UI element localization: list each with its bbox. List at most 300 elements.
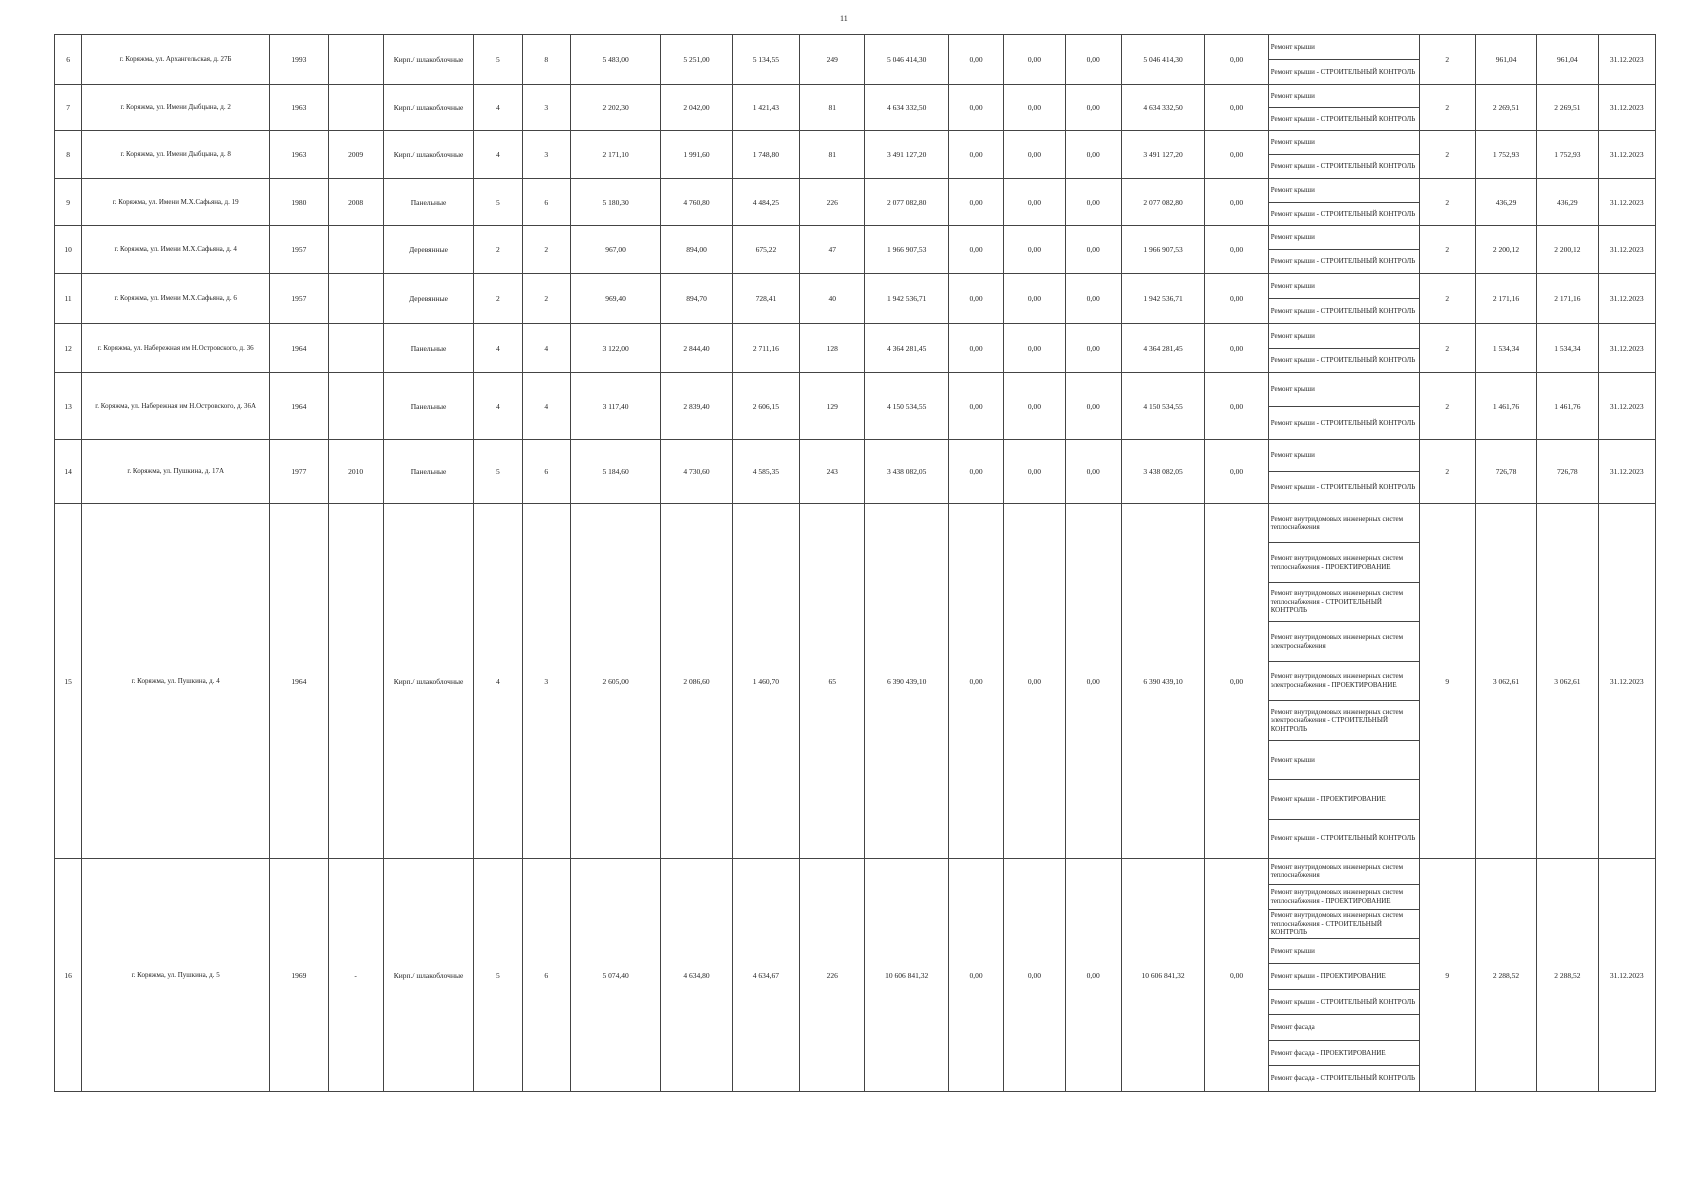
cell-year-renovated [328, 35, 383, 85]
cell-deadline: 31.12.2023 [1598, 179, 1655, 226]
work-item: Ремонт крыши [1269, 373, 1419, 407]
work-item: Ремонт крыши - СТРОИТЕЛЬНЫЙ КОНТРОЛЬ [1270, 257, 1416, 266]
cell-unit-cost: 1 461,76 [1475, 373, 1536, 440]
cell-deadline: 31.12.2023 [1598, 440, 1655, 504]
cell-area-residential: 1 421,43 [732, 85, 799, 131]
cell-works-count: 2 [1419, 324, 1475, 373]
work-item: Ремонт внутридомовых инженерных систем теплоснабжения - СТРОИТЕЛЬНЫЙ КОНТРОЛЬ [1269, 583, 1419, 622]
cell-area-residential: 2 606,15 [732, 373, 799, 440]
cell-year-built: 1969 [270, 859, 328, 1092]
cell-works-count: 2 [1419, 35, 1475, 85]
cell-area-residential: 4 585,35 [732, 440, 799, 504]
cell-fund-owners: 6 390 439,10 [1121, 504, 1204, 859]
cell-fund-other: 0,00 [1205, 504, 1268, 859]
work-item: Ремонт крыши - СТРОИТЕЛЬНЫЙ КОНТРОЛЬ [1270, 67, 1416, 76]
cell-deadline: 31.12.2023 [1598, 504, 1655, 859]
cell-unit-limit: 2 288,52 [1537, 859, 1598, 1092]
cell-unit-limit: 436,29 [1537, 179, 1598, 226]
cell-row-number: 9 [55, 179, 82, 226]
work-item: Ремонт внутридомовых инженерных систем теплоснабжения - ПРОЕКТИРОВАНИЕ [1269, 543, 1419, 582]
cell-address: г. Коряжма, ул. Имени Дыбцына, д. 2 [82, 85, 270, 131]
table-row [55, 324, 1656, 373]
cell-fund-regional: 0,00 [1004, 274, 1065, 324]
cell-year-built: 1964 [270, 373, 328, 440]
cell-works-count: 2 [1419, 85, 1475, 131]
cell-floors: 4 [474, 131, 522, 179]
cell-address: г. Коряжма, ул. Имени М.Х.Сафьяна, д. 4 [82, 226, 270, 274]
cell-year-built: 1964 [270, 324, 328, 373]
cell-address: г. Коряжма, ул. Пушкина, д. 5 [82, 859, 270, 1092]
cell-unit-limit: 1 461,76 [1537, 373, 1598, 440]
works-list [1269, 35, 1419, 84]
cell-year-built: 1957 [270, 226, 328, 274]
cell-entrances: 4 [522, 373, 570, 440]
cell-fund-owners: 1 942 536,71 [1121, 274, 1204, 324]
table-row [55, 373, 1656, 440]
cell-unit-cost: 1 752,93 [1475, 131, 1536, 179]
cell-works-count: 2 [1419, 226, 1475, 274]
cell-fund-regional: 0,00 [1004, 440, 1065, 504]
cell-area-total: 2 202,30 [570, 85, 661, 131]
cell-area-residential: 4 634,67 [732, 859, 799, 1092]
cell-year-renovated [328, 504, 383, 859]
cell-cost-total: 4 150 534,55 [865, 373, 948, 440]
cell-area-total: 969,40 [570, 274, 661, 324]
cell-year-built: 1957 [270, 274, 328, 324]
cell-fund-local: 0,00 [1065, 85, 1121, 131]
cell-area-living: 2 844,40 [661, 324, 732, 373]
cell-area-total: 2 605,00 [570, 504, 661, 859]
table-row [55, 179, 1656, 226]
cell-unit-cost: 2 171,16 [1475, 274, 1536, 324]
cell-year-built: 1963 [270, 85, 328, 131]
cell-area-living: 2 086,60 [661, 504, 732, 859]
cell-unit-limit: 2 200,12 [1537, 226, 1598, 274]
work-item: Ремонт внутридомовых инженерных систем электроснабжения [1269, 622, 1419, 661]
cell-area-residential: 5 134,55 [732, 35, 799, 85]
cell-year-renovated [328, 324, 383, 373]
cell-fund-regional: 0,00 [1004, 373, 1065, 440]
table-row [55, 85, 1656, 131]
cell-works-count: 2 [1419, 131, 1475, 179]
cell-unit-limit: 3 062,61 [1537, 504, 1598, 859]
cell-area-residential: 728,41 [732, 274, 799, 324]
cell-fund-federal: 0,00 [948, 131, 1003, 179]
cell-wall-material: Кирп./ шлакоблочные [383, 85, 474, 131]
cell-area-residential: 675,22 [732, 226, 799, 274]
cell-cost-total: 5 046 414,30 [865, 35, 948, 85]
cell-fund-owners: 3 438 082,05 [1121, 440, 1204, 504]
cell-entrances: 2 [522, 274, 570, 324]
cell-fund-federal: 0,00 [948, 85, 1003, 131]
page-number: 11 [840, 14, 848, 23]
cell-deadline: 31.12.2023 [1598, 324, 1655, 373]
cell-unit-cost: 961,04 [1475, 35, 1536, 85]
work-item: Ремонт внутридомовых инженерных систем теплоснабжения - СТРОИТЕЛЬНЫЙ КОНТРОЛЬ [1269, 910, 1419, 939]
cell-entrances: 3 [522, 504, 570, 859]
works-list [1269, 226, 1419, 273]
cell-wall-material: Панельные [383, 179, 474, 226]
cell-area-total: 5 483,00 [570, 35, 661, 85]
cell-fund-owners: 2 077 082,80 [1121, 179, 1204, 226]
cell-area-living: 4 730,60 [661, 440, 732, 504]
cell-year-renovated: - [328, 859, 383, 1092]
cell-works-count: 2 [1419, 274, 1475, 324]
cell-fund-federal: 0,00 [948, 35, 1003, 85]
work-item: Ремонт крыши - СТРОИТЕЛЬНЫЙ КОНТРОЛЬ [1270, 483, 1416, 492]
cell-area-living: 4 634,80 [661, 859, 732, 1092]
work-item: Ремонт крыши [1269, 226, 1419, 250]
works-list [1269, 324, 1419, 372]
cell-wall-material: Кирп./ шлакоблочные [383, 131, 474, 179]
table-row [55, 35, 1656, 85]
work-item: Ремонт фасада [1269, 1015, 1419, 1041]
cell-row-number: 11 [55, 274, 82, 324]
cell-unit-limit: 2 269,51 [1537, 85, 1598, 131]
cell-row-number: 7 [55, 85, 82, 131]
cell-residents: 40 [800, 274, 865, 324]
cell-cost-total: 1 966 907,53 [865, 226, 948, 274]
work-item: Ремонт крыши - СТРОИТЕЛЬНЫЙ КОНТРОЛЬ [1270, 306, 1416, 315]
works-list [1269, 131, 1419, 178]
cell-area-total: 5 180,30 [570, 179, 661, 226]
work-item: Ремонт крыши - СТРОИТЕЛЬНЫЙ КОНТРОЛЬ [1270, 356, 1416, 364]
work-item: Ремонт внутридомовых инженерных систем электроснабжения - ПРОЕКТИРОВАНИЕ [1269, 662, 1419, 701]
cell-address: г. Коряжма, ул. Набережная им Н.Островского, д. 36 [82, 324, 270, 373]
cell-unit-limit: 1 534,34 [1537, 324, 1598, 373]
cell-cost-total: 10 606 841,32 [865, 859, 948, 1092]
work-item: Ремонт крыши - СТРОИТЕЛЬНЫЙ КОНТРОЛЬ [1270, 114, 1416, 123]
cell-fund-other: 0,00 [1205, 35, 1268, 85]
cell-area-residential: 1 748,80 [732, 131, 799, 179]
cell-fund-local: 0,00 [1065, 179, 1121, 226]
cell-area-living: 1 991,60 [661, 131, 732, 179]
cell-area-living: 2 042,00 [661, 85, 732, 131]
cell-row-number: 15 [55, 504, 82, 859]
cell-area-residential: 4 484,25 [732, 179, 799, 226]
cell-fund-owners: 5 046 414,30 [1121, 35, 1204, 85]
cell-deadline: 31.12.2023 [1598, 131, 1655, 179]
cell-works-count: 9 [1419, 504, 1475, 859]
work-item: Ремонт внутридомовых инженерных систем теплоснабжения [1269, 504, 1419, 543]
cell-row-number: 14 [55, 440, 82, 504]
table-row [55, 274, 1656, 324]
cell-address: г. Коряжма, ул. Имени М.Х.Сафьяна, д. 19 [82, 179, 270, 226]
cell-row-number: 16 [55, 859, 82, 1092]
cell-entrances: 6 [522, 440, 570, 504]
cell-area-total: 2 171,10 [570, 131, 661, 179]
cell-row-number: 10 [55, 226, 82, 274]
cell-fund-local: 0,00 [1065, 440, 1121, 504]
cell-works [1268, 373, 1419, 440]
cell-floors: 2 [474, 226, 522, 274]
cell-residents: 226 [800, 179, 865, 226]
cell-address: г. Коряжма, ул. Пушкина, д. 4 [82, 504, 270, 859]
work-item: Ремонт крыши [1269, 85, 1419, 108]
cell-area-living: 894,00 [661, 226, 732, 274]
table-row [55, 131, 1656, 179]
work-item: Ремонт крыши [1269, 35, 1419, 60]
works-list [1269, 274, 1419, 323]
work-item: Ремонт крыши [1269, 131, 1419, 155]
cell-fund-local: 0,00 [1065, 131, 1121, 179]
cell-row-number: 13 [55, 373, 82, 440]
cell-area-total: 3 122,00 [570, 324, 661, 373]
cell-fund-local: 0,00 [1065, 274, 1121, 324]
cell-year-renovated [328, 226, 383, 274]
cell-area-total: 5 184,60 [570, 440, 661, 504]
cell-fund-federal: 0,00 [948, 504, 1003, 859]
cell-floors: 4 [474, 504, 522, 859]
cell-fund-local: 0,00 [1065, 504, 1121, 859]
cell-fund-other: 0,00 [1205, 440, 1268, 504]
cell-area-living: 4 760,80 [661, 179, 732, 226]
work-item: Ремонт внутридомовых инженерных систем теплоснабжения - ПРОЕКТИРОВАНИЕ [1269, 885, 1419, 911]
cell-floors: 5 [474, 859, 522, 1092]
cell-address: г. Коряжма, ул. Пушкина, д. 17А [82, 440, 270, 504]
cell-fund-other: 0,00 [1205, 131, 1268, 179]
cell-fund-other: 0,00 [1205, 179, 1268, 226]
cell-deadline: 31.12.2023 [1598, 859, 1655, 1092]
cell-fund-other: 0,00 [1205, 373, 1268, 440]
cell-fund-federal: 0,00 [948, 859, 1003, 1092]
work-item: Ремонт крыши [1269, 324, 1419, 349]
cell-unit-cost: 2 200,12 [1475, 226, 1536, 274]
work-item: Ремонт крыши [1269, 741, 1419, 780]
cell-fund-federal: 0,00 [948, 324, 1003, 373]
cell-residents: 47 [800, 226, 865, 274]
cell-wall-material: Панельные [383, 324, 474, 373]
cell-fund-other: 0,00 [1205, 226, 1268, 274]
cell-fund-federal: 0,00 [948, 274, 1003, 324]
cell-fund-local: 0,00 [1065, 35, 1121, 85]
cell-year-built: 1993 [270, 35, 328, 85]
table-row [55, 440, 1656, 504]
cell-fund-regional: 0,00 [1004, 131, 1065, 179]
cell-area-total: 967,00 [570, 226, 661, 274]
cell-unit-limit: 1 752,93 [1537, 131, 1598, 179]
cell-unit-cost: 726,78 [1475, 440, 1536, 504]
cell-year-built: 1964 [270, 504, 328, 859]
cell-floors: 4 [474, 324, 522, 373]
work-item: Ремонт крыши [1269, 179, 1419, 203]
cell-wall-material: Панельные [383, 440, 474, 504]
cell-residents: 249 [800, 35, 865, 85]
cell-works [1268, 85, 1419, 131]
cell-cost-total: 2 077 082,80 [865, 179, 948, 226]
cell-fund-local: 0,00 [1065, 373, 1121, 440]
cell-entrances: 3 [522, 85, 570, 131]
cell-fund-local: 0,00 [1065, 226, 1121, 274]
works-list [1269, 179, 1419, 225]
capital-repair-table [54, 34, 1656, 1092]
cell-area-total: 3 117,40 [570, 373, 661, 440]
cell-address: г. Коряжма, ул. Имени М.Х.Сафьяна, д. 6 [82, 274, 270, 324]
cell-fund-federal: 0,00 [948, 226, 1003, 274]
work-item: Ремонт крыши - ПРОЕКТИРОВАНИЕ [1269, 964, 1419, 990]
cell-fund-owners: 1 966 907,53 [1121, 226, 1204, 274]
works-list [1269, 373, 1419, 439]
cell-works [1268, 131, 1419, 179]
works-list [1269, 859, 1419, 1091]
cell-residents: 128 [800, 324, 865, 373]
cell-deadline: 31.12.2023 [1598, 226, 1655, 274]
cell-address: г. Коряжма, ул. Архангельская, д. 27Б [82, 35, 270, 85]
works-list [1269, 504, 1419, 858]
cell-year-renovated [328, 373, 383, 440]
cell-deadline: 31.12.2023 [1598, 85, 1655, 131]
cell-area-living: 2 839,40 [661, 373, 732, 440]
cell-cost-total: 4 364 281,45 [865, 324, 948, 373]
cell-year-renovated: 2008 [328, 179, 383, 226]
cell-fund-owners: 4 150 534,55 [1121, 373, 1204, 440]
cell-unit-cost: 3 062,61 [1475, 504, 1536, 859]
cell-fund-regional: 0,00 [1004, 324, 1065, 373]
cell-fund-other: 0,00 [1205, 274, 1268, 324]
cell-fund-owners: 3 491 127,20 [1121, 131, 1204, 179]
cell-works [1268, 504, 1419, 859]
cell-row-number: 6 [55, 35, 82, 85]
cell-unit-cost: 436,29 [1475, 179, 1536, 226]
cell-works [1268, 226, 1419, 274]
cell-entrances: 3 [522, 131, 570, 179]
cell-area-total: 5 074,40 [570, 859, 661, 1092]
cell-unit-cost: 2 269,51 [1475, 85, 1536, 131]
cell-row-number: 12 [55, 324, 82, 373]
table-row [55, 504, 1656, 859]
cell-fund-regional: 0,00 [1004, 35, 1065, 85]
cell-year-renovated [328, 85, 383, 131]
cell-fund-federal: 0,00 [948, 440, 1003, 504]
cell-works-count: 2 [1419, 440, 1475, 504]
cell-residents: 81 [800, 85, 865, 131]
cell-entrances: 2 [522, 226, 570, 274]
work-item: Ремонт крыши [1269, 274, 1419, 299]
cell-floors: 4 [474, 85, 522, 131]
cell-entrances: 8 [522, 35, 570, 85]
cell-floors: 2 [474, 274, 522, 324]
works-list [1269, 85, 1419, 130]
cell-wall-material: Деревянные [383, 226, 474, 274]
cell-area-living: 894,70 [661, 274, 732, 324]
work-item: Ремонт крыши - СТРОИТЕЛЬНЫЙ КОНТРОЛЬ [1270, 162, 1416, 171]
cell-area-living: 5 251,00 [661, 35, 732, 85]
cell-year-renovated [328, 274, 383, 324]
cell-deadline: 31.12.2023 [1598, 373, 1655, 440]
work-item: Ремонт внутридомовых инженерных систем теплоснабжения [1269, 859, 1419, 885]
cell-floors: 5 [474, 440, 522, 504]
cell-works [1268, 324, 1419, 373]
cell-unit-limit: 961,04 [1537, 35, 1598, 85]
cell-cost-total: 1 942 536,71 [865, 274, 948, 324]
cell-wall-material: Деревянные [383, 274, 474, 324]
work-item: Ремонт крыши - СТРОИТЕЛЬНЫЙ КОНТРОЛЬ [1269, 990, 1419, 1016]
works-list [1269, 440, 1419, 503]
cell-residents: 65 [800, 504, 865, 859]
cell-fund-local: 0,00 [1065, 859, 1121, 1092]
cell-works [1268, 859, 1419, 1092]
cell-year-renovated: 2009 [328, 131, 383, 179]
cell-fund-regional: 0,00 [1004, 226, 1065, 274]
cell-fund-other: 0,00 [1205, 85, 1268, 131]
cell-deadline: 31.12.2023 [1598, 35, 1655, 85]
cell-fund-owners: 4 634 332,50 [1121, 85, 1204, 131]
cell-residents: 226 [800, 859, 865, 1092]
cell-works [1268, 274, 1419, 324]
work-item: Ремонт крыши [1269, 939, 1419, 965]
work-item: Ремонт фасада - СТРОИТЕЛЬНЫЙ КОНТРОЛЬ [1270, 1074, 1416, 1083]
cell-fund-regional: 0,00 [1004, 85, 1065, 131]
cell-fund-regional: 0,00 [1004, 504, 1065, 859]
cell-entrances: 4 [522, 324, 570, 373]
cell-year-built: 1980 [270, 179, 328, 226]
cell-wall-material: Кирп./ шлакоблочные [383, 35, 474, 85]
cell-fund-other: 0,00 [1205, 324, 1268, 373]
table-row [55, 226, 1656, 274]
cell-address: г. Коряжма, ул. Набережная им Н.Островского, д. 36А [82, 373, 270, 440]
cell-floors: 4 [474, 373, 522, 440]
cell-works-count: 2 [1419, 373, 1475, 440]
cell-works [1268, 35, 1419, 85]
cell-year-built: 1977 [270, 440, 328, 504]
work-item: Ремонт внутридомовых инженерных систем электроснабжения - СТРОИТЕЛЬНЫЙ КОНТРОЛЬ [1269, 701, 1419, 740]
cell-fund-regional: 0,00 [1004, 179, 1065, 226]
cell-address: г. Коряжма, ул. Имени Дыбцына, д. 8 [82, 131, 270, 179]
work-item: Ремонт крыши - СТРОИТЕЛЬНЫЙ КОНТРОЛЬ [1270, 834, 1416, 843]
cell-floors: 5 [474, 35, 522, 85]
cell-entrances: 6 [522, 859, 570, 1092]
cell-works [1268, 179, 1419, 226]
cell-fund-federal: 0,00 [948, 179, 1003, 226]
cell-residents: 81 [800, 131, 865, 179]
cell-fund-regional: 0,00 [1004, 859, 1065, 1092]
cell-fund-owners: 4 364 281,45 [1121, 324, 1204, 373]
cell-fund-owners: 10 606 841,32 [1121, 859, 1204, 1092]
cell-cost-total: 6 390 439,10 [865, 504, 948, 859]
cell-fund-federal: 0,00 [948, 373, 1003, 440]
cell-fund-local: 0,00 [1065, 324, 1121, 373]
cell-works-count: 2 [1419, 179, 1475, 226]
cell-works-count: 9 [1419, 859, 1475, 1092]
cell-unit-limit: 726,78 [1537, 440, 1598, 504]
cell-deadline: 31.12.2023 [1598, 274, 1655, 324]
cell-cost-total: 3 438 082,05 [865, 440, 948, 504]
cell-cost-total: 3 491 127,20 [865, 131, 948, 179]
table-row [55, 859, 1656, 1092]
cell-year-built: 1963 [270, 131, 328, 179]
work-item: Ремонт крыши - СТРОИТЕЛЬНЫЙ КОНТРОЛЬ [1270, 418, 1416, 427]
cell-cost-total: 4 634 332,50 [865, 85, 948, 131]
cell-area-residential: 1 460,70 [732, 504, 799, 859]
cell-unit-limit: 2 171,16 [1537, 274, 1598, 324]
cell-wall-material: Кирп./ шлакоблочные [383, 504, 474, 859]
cell-unit-cost: 1 534,34 [1475, 324, 1536, 373]
cell-unit-cost: 2 288,52 [1475, 859, 1536, 1092]
cell-row-number: 8 [55, 131, 82, 179]
cell-wall-material: Панельные [383, 373, 474, 440]
work-item: Ремонт крыши [1269, 440, 1419, 472]
cell-wall-material: Кирп./ шлакоблочные [383, 859, 474, 1092]
cell-floors: 5 [474, 179, 522, 226]
work-item: Ремонт крыши - СТРОИТЕЛЬНЫЙ КОНТРОЛЬ [1270, 209, 1416, 218]
cell-residents: 243 [800, 440, 865, 504]
work-item: Ремонт фасада - ПРОЕКТИРОВАНИЕ [1269, 1041, 1419, 1067]
cell-year-renovated: 2010 [328, 440, 383, 504]
cell-area-residential: 2 711,16 [732, 324, 799, 373]
cell-entrances: 6 [522, 179, 570, 226]
work-item: Ремонт крыши - ПРОЕКТИРОВАНИЕ [1269, 780, 1419, 819]
cell-works [1268, 440, 1419, 504]
